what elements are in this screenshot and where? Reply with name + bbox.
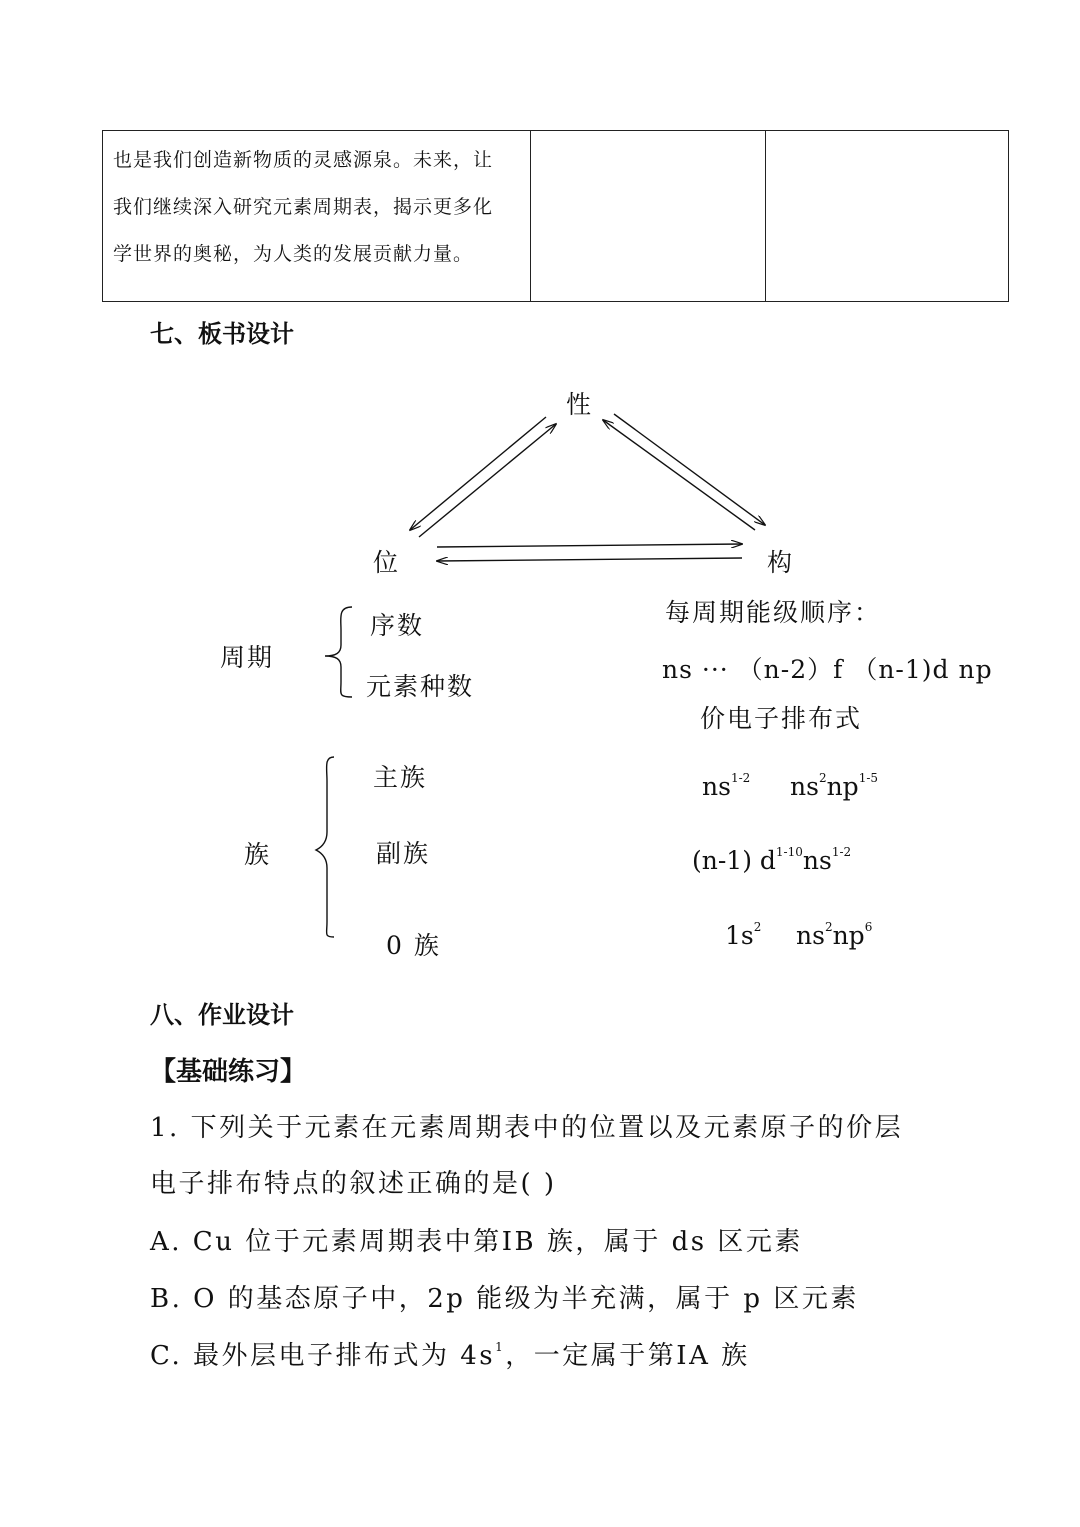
valence-zero-group bbox=[725, 921, 761, 950]
option-text: C. 最外层电子排布式为 4s bbox=[150, 1341, 496, 1371]
formula-sup: 1-10 bbox=[775, 845, 803, 859]
period-item: 序数 bbox=[370, 611, 425, 640]
arrow-position-to-property bbox=[419, 424, 556, 537]
group-item: 主族 bbox=[373, 763, 428, 792]
cell-line: 也是我们创造新物质的灵感源泉。未来，让 bbox=[113, 149, 494, 171]
arrow-position-to-structure bbox=[437, 544, 742, 547]
group-item: 副族 bbox=[376, 839, 431, 868]
arrow-structure-to-property bbox=[603, 420, 755, 530]
triangle-top-label: 性 bbox=[566, 390, 594, 419]
question-line: 电子排布特点的叙述正确的是( ) bbox=[150, 1169, 557, 1199]
formula-text: ns bbox=[702, 772, 731, 801]
triangle-right-label: 构 bbox=[767, 548, 795, 577]
arrow-property-to-position bbox=[410, 417, 546, 530]
formula-text: ns bbox=[796, 921, 825, 950]
valence-main-group bbox=[702, 772, 750, 801]
formula-text: (n-1) d bbox=[692, 846, 776, 875]
formula-text: np bbox=[832, 921, 865, 950]
triangle-left-label: 位 bbox=[373, 548, 401, 577]
formula-text: np bbox=[826, 772, 859, 801]
energy-order-title: 每周期能级顺序： bbox=[665, 598, 882, 627]
option-c bbox=[150, 1335, 750, 1372]
formula-sup: 1-5 bbox=[858, 771, 879, 785]
formula-sup: 2 bbox=[818, 771, 827, 785]
arrow-property-to-structure bbox=[614, 414, 765, 525]
period-brace bbox=[325, 607, 352, 697]
option-text: ，一定属于第ⅠA 族 bbox=[505, 1341, 750, 1371]
formula-text: ns bbox=[790, 772, 819, 801]
section-heading: 八、作业设计 bbox=[150, 1001, 294, 1029]
group-brace bbox=[316, 757, 334, 937]
option-a: A. Cu 位于元素周期表中第ⅠB 族，属于 ds 区元素 bbox=[150, 1227, 803, 1257]
option-b: B. O 的基态原子中，2p 能级为半充满，属于 p 区元素 bbox=[150, 1284, 859, 1314]
period-label: 周期 bbox=[220, 643, 275, 672]
formula-sup: 1-2 bbox=[730, 771, 751, 785]
formula-sup: 2 bbox=[824, 920, 833, 934]
question-line: 1. 下列关于元素在元素周期表中的位置以及元素原子的价层 bbox=[150, 1113, 904, 1143]
group-item: 0 族 bbox=[386, 931, 441, 960]
formula-sup: 6 bbox=[864, 920, 873, 934]
cell-line: 我们继续深入研究元素周期表，揭示更多化 bbox=[113, 196, 494, 218]
section-subtitle: 【基础练习】 bbox=[150, 1057, 307, 1087]
group-label: 族 bbox=[244, 840, 272, 869]
section-heading: 七、板书设计 bbox=[150, 320, 294, 348]
formula-sup: 2 bbox=[753, 920, 762, 934]
formula-sup: 1-2 bbox=[831, 845, 852, 859]
valence-title: 价电子排布式 bbox=[700, 704, 863, 733]
valence-zero-group-b bbox=[796, 921, 872, 950]
option-sup: 1 bbox=[495, 1340, 506, 1354]
valence-sub-group bbox=[692, 846, 851, 875]
cell-line: 学世界的奥秘，为人类的发展贡献力量。 bbox=[113, 243, 474, 265]
arrow-structure-to-position bbox=[437, 558, 742, 561]
formula-text: ns bbox=[802, 846, 832, 875]
valence-main-group-b bbox=[790, 772, 878, 801]
formula-text: 1s bbox=[725, 921, 754, 950]
energy-order-sequence: ns ··· （n-2）f （n-1)d np bbox=[662, 655, 993, 684]
period-item: 元素种数 bbox=[366, 672, 475, 701]
